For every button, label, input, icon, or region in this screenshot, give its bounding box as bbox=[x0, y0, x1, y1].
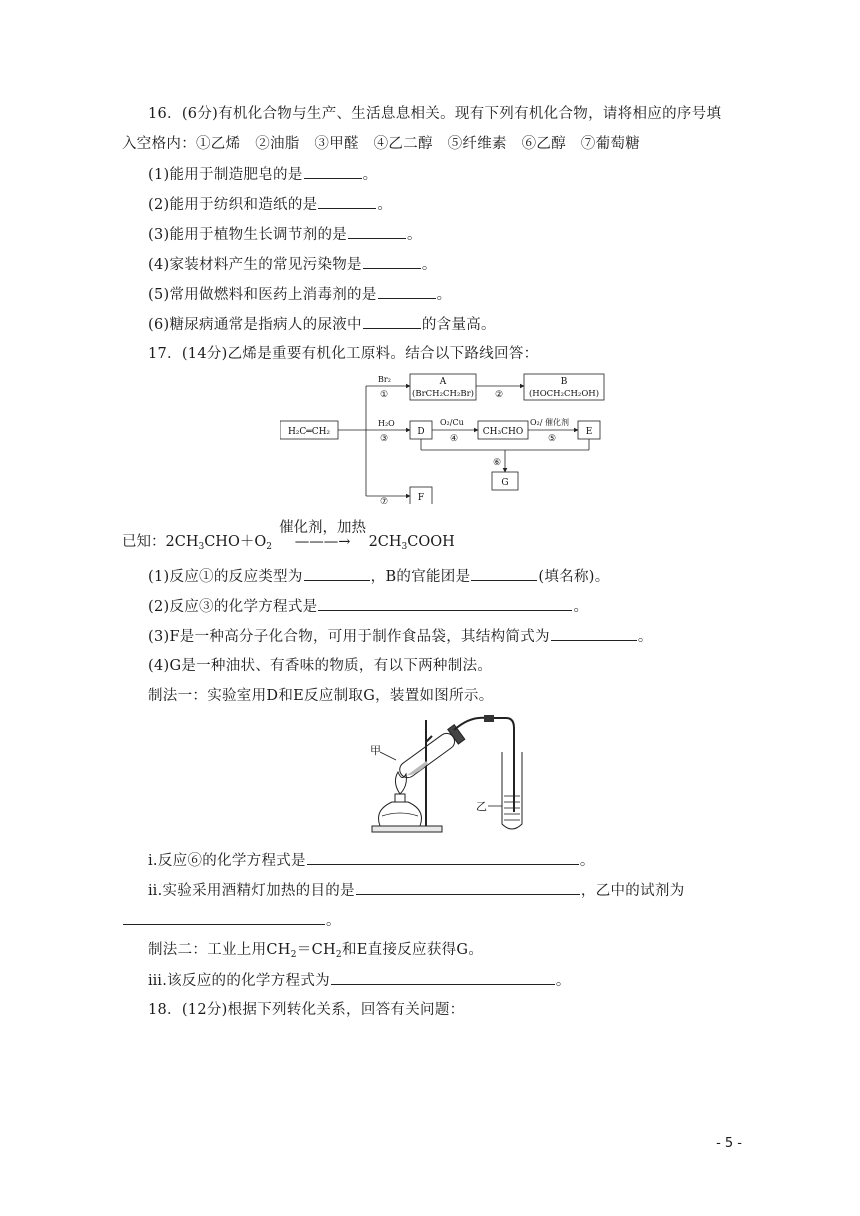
reagent-br2: Br₂ bbox=[378, 375, 391, 384]
known-product: 2CH bbox=[368, 534, 402, 550]
q16-item-5-end: 。 bbox=[436, 287, 452, 303]
q17-part-1-end: (填名称)。 bbox=[538, 569, 610, 585]
q16-item-2 bbox=[148, 194, 392, 215]
answer-blank[interactable] bbox=[363, 254, 421, 269]
q16-item-3 bbox=[148, 224, 422, 245]
q17-part-3-text: (3)F是一种高分子化合物，可用于制作食品袋，其结构简式为 bbox=[148, 629, 550, 645]
q17-sub-iii-text: ⅲ.该反应的的化学方程式为 bbox=[148, 973, 330, 989]
known-product-tail: COOH bbox=[407, 534, 455, 550]
step-3-label: ③ bbox=[380, 434, 389, 444]
box-D-label: D bbox=[417, 427, 425, 437]
label-yi: 乙 bbox=[476, 800, 487, 813]
arrow-glyph: ———→ bbox=[294, 534, 351, 550]
q17-part-3-end: 。 bbox=[637, 629, 653, 645]
reagent-o2-catalyst: O₂/ 催化剂 bbox=[530, 418, 570, 427]
q17-part-1-mid: ，B的官能团是 bbox=[370, 569, 471, 585]
reagent-o2-cu: O₂/Cu bbox=[440, 418, 464, 427]
q16-item-4 bbox=[148, 254, 437, 275]
q16-item-4-end: 。 bbox=[421, 257, 437, 273]
subscript: 3 bbox=[198, 542, 205, 552]
step-6-label: ⑥ bbox=[493, 458, 502, 468]
answer-blank[interactable] bbox=[318, 596, 572, 611]
reagent-h2o: H₂O bbox=[378, 419, 395, 428]
q17-part-2 bbox=[148, 596, 588, 617]
method-2 bbox=[148, 940, 483, 960]
q17-part-1 bbox=[148, 566, 610, 587]
step-7-label: ⑦ bbox=[380, 497, 389, 504]
q17-part-1-text: (1)反应①的反应类型为 bbox=[148, 569, 303, 585]
subscript: 2 bbox=[290, 950, 297, 960]
q17-sub-i-end: 。 bbox=[579, 853, 595, 869]
answer-blank[interactable] bbox=[356, 880, 580, 895]
subscript: 3 bbox=[401, 542, 408, 552]
box-B-formula: (HOCH₂CH₂OH) bbox=[528, 389, 600, 399]
stand-base bbox=[372, 826, 442, 832]
known-reactant-a: 已知：2CH bbox=[122, 534, 199, 550]
method-2-text: 制法二：工业上用CH bbox=[148, 942, 291, 958]
q16-item-5 bbox=[148, 284, 451, 305]
box-acetaldehyde-label: CH₃CHO bbox=[482, 427, 524, 437]
q17-sub-ii-cont bbox=[122, 910, 341, 931]
flame-icon bbox=[395, 772, 406, 794]
delivery-tube bbox=[454, 718, 514, 812]
q17-sub-ii-end: 。 bbox=[326, 913, 341, 929]
answer-blank[interactable] bbox=[318, 194, 376, 209]
page-number: - 5 - bbox=[716, 1136, 742, 1151]
box-F-label: F bbox=[417, 493, 425, 503]
q17-part-2-text: (2)反应③的化学方程式是 bbox=[148, 599, 318, 615]
q16-item-3-text: (3)能用于植物生长调节剂的是 bbox=[148, 227, 348, 243]
known-reactant-b: CHO＋O bbox=[204, 534, 267, 550]
label-jia: 甲 bbox=[370, 744, 381, 757]
q17-sub-i-text: ⅰ.反应⑥的化学方程式是 bbox=[148, 853, 306, 869]
q17-sub-ii-text: ⅱ.实验采用酒精灯加热的目的是 bbox=[148, 883, 355, 899]
step-2-label: ② bbox=[495, 390, 504, 400]
answer-blank[interactable] bbox=[348, 224, 406, 239]
q16-stem-line2: 入空格内：①乙烯 ②油脂 ③甲醛 ④乙二醇 ⑤纤维素 ⑥乙醇 ⑦葡萄糖 bbox=[122, 136, 640, 152]
apparatus-diagram bbox=[362, 712, 542, 836]
q16-item-4-text: (4)家装材料产生的常见污染物是 bbox=[148, 257, 362, 273]
q16-item-1-text: (1)能用于制造肥皂的是 bbox=[148, 167, 303, 183]
step-4-label: ④ bbox=[450, 434, 459, 444]
q16-item-1-end: 。 bbox=[362, 167, 378, 183]
ethylene-text: H₂C═CH₂ bbox=[287, 427, 331, 437]
q16-item-6 bbox=[148, 314, 496, 335]
q18-stem: 18．(12分)根据下列转化关系，回答有关问题： bbox=[148, 1002, 465, 1018]
answer-blank[interactable] bbox=[304, 164, 362, 179]
q17-sub-iii-end: 。 bbox=[555, 973, 571, 989]
reaction-arrow bbox=[277, 520, 369, 550]
subscript: 2 bbox=[266, 542, 272, 552]
box-E-label: E bbox=[585, 427, 593, 437]
answer-blank[interactable] bbox=[331, 970, 555, 985]
reaction-condition: 催化剂，加热 bbox=[279, 520, 367, 536]
q16-item-1 bbox=[148, 164, 377, 185]
answer-blank[interactable] bbox=[378, 284, 436, 299]
step-1-label: ① bbox=[380, 390, 389, 400]
answer-blank[interactable] bbox=[551, 626, 637, 641]
method-1: 制法一：实验室用D和E反应制取G，装置如图所示。 bbox=[148, 688, 494, 704]
q16-item-3-end: 。 bbox=[407, 227, 422, 243]
answer-blank[interactable] bbox=[304, 566, 370, 581]
q16-item-2-text: (2)能用于纺织和造纸的是 bbox=[148, 197, 318, 213]
q17-part-3 bbox=[148, 626, 653, 647]
answer-blank[interactable] bbox=[307, 850, 579, 865]
q16-item-6-text: (6)糖尿病通常是指病人的尿液中 bbox=[148, 317, 362, 333]
q17-sub-i bbox=[148, 850, 595, 871]
q16-item-6-end: 的含量高。 bbox=[421, 317, 496, 333]
q16-stem-line1: 16．(6分)有机化合物与生产、生活息息相关。现有下列有机化合物，请将相应的序号填 bbox=[148, 106, 722, 122]
answer-blank[interactable] bbox=[123, 910, 325, 925]
q17-part-4: (4)G是一种油状、有香味的物质，有以下两种制法。 bbox=[148, 658, 493, 674]
subscript: 2 bbox=[335, 950, 342, 960]
q16-item-5-text: (5)常用做燃料和医药上消毒剂的是 bbox=[148, 287, 377, 303]
known-reaction bbox=[122, 520, 455, 552]
box-G-label: G bbox=[501, 478, 509, 488]
method-2-end: 和E直接反应获得G。 bbox=[341, 942, 484, 958]
box-B-label: B bbox=[560, 377, 568, 387]
box-A-formula: (BrCH₂CH₂Br) bbox=[412, 389, 474, 399]
q17-stem: 17．(14分)乙烯是重要有机化工原料。结合以下路线回答： bbox=[148, 346, 539, 362]
test-tube-yi bbox=[502, 752, 522, 829]
q17-sub-ii bbox=[148, 880, 685, 901]
step-5-label: ⑤ bbox=[548, 434, 557, 444]
method-2-mid: ＝CH bbox=[296, 942, 336, 958]
q17-part-2-end: 。 bbox=[573, 599, 589, 615]
answer-blank[interactable] bbox=[363, 314, 421, 329]
q16-item-2-end: 。 bbox=[377, 197, 393, 213]
answer-blank[interactable] bbox=[471, 566, 537, 581]
q17-sub-ii-mid: ，乙中的试剂为 bbox=[580, 883, 685, 899]
alcohol-lamp bbox=[379, 802, 422, 826]
box-A-label: A bbox=[439, 377, 447, 387]
reaction-scheme-diagram bbox=[280, 372, 620, 504]
q17-sub-iii bbox=[148, 970, 571, 991]
